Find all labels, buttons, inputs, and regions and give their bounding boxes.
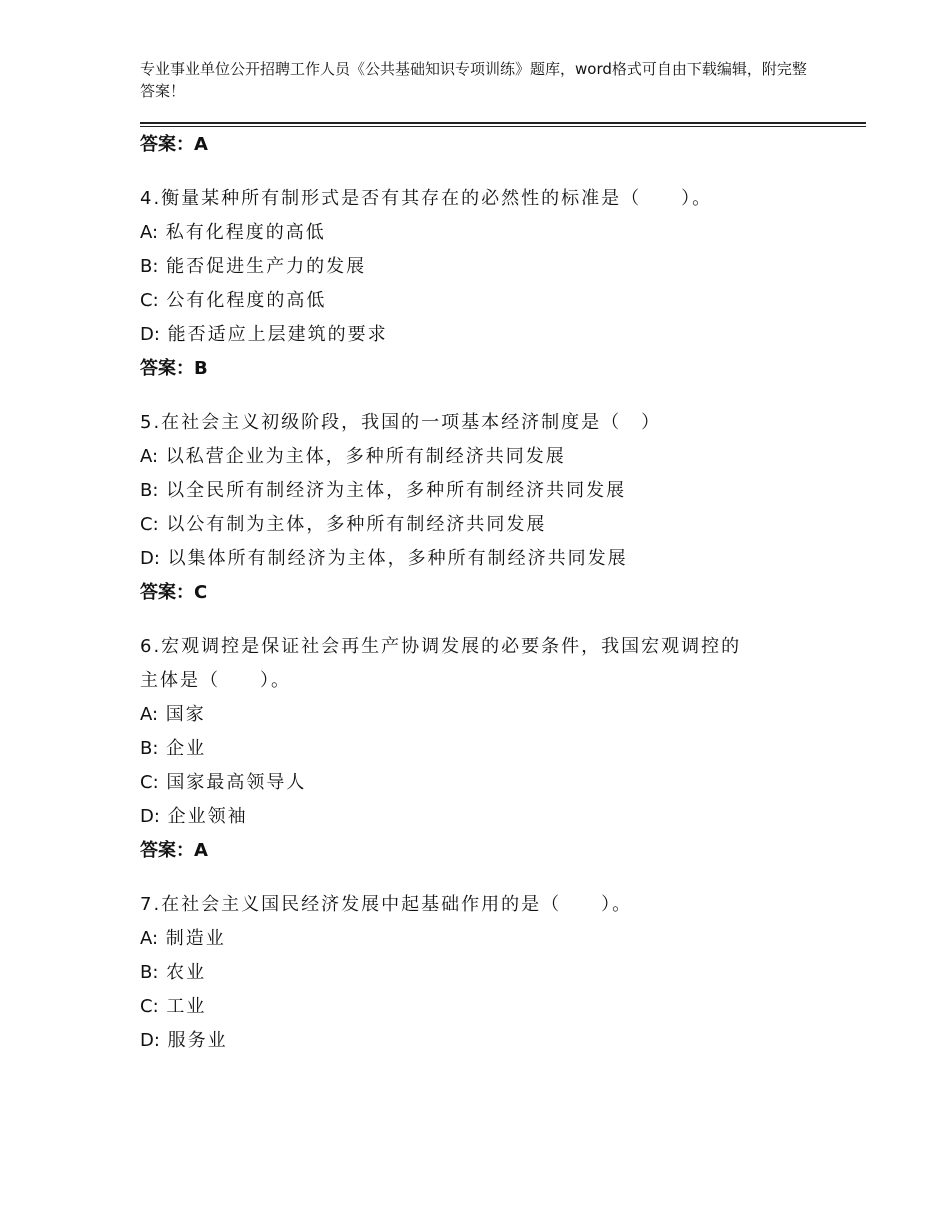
answer-prev-question: 答案：A [140, 134, 208, 155]
question-list [140, 128, 840, 1058]
option-c [140, 284, 840, 318]
question-7 [140, 888, 840, 1058]
page-header: 专业事业单位公开招聘工作人员《公共基础知识专项训练》题库，word格式可自由下载编辑，附完整答案！ [140, 60, 807, 100]
option-text: 国家 [165, 704, 206, 725]
header-rule [140, 122, 866, 124]
question-stem-cont: 主体是（ ）。 [140, 670, 291, 691]
question-4 [140, 182, 840, 384]
option-text: 国家最高领导人 [166, 772, 307, 793]
option-a [140, 698, 840, 732]
option-a [140, 440, 840, 474]
option-a [140, 216, 840, 250]
option-key: C: [140, 514, 159, 535]
option-key: D: [140, 806, 160, 827]
option-d [140, 800, 840, 834]
question-5 [140, 406, 840, 608]
option-d [140, 1024, 840, 1058]
option-key: D: [140, 548, 160, 569]
option-key: C: [140, 772, 159, 793]
option-text: 工业 [166, 996, 207, 1017]
option-key: D: [140, 1030, 160, 1051]
option-text: 企业领袖 [167, 806, 248, 827]
option-text: 企业 [166, 738, 207, 759]
question-stem: 5.在社会主义初级阶段，我国的一项基本经济制度是（ ） [140, 412, 662, 433]
answer: 答案：A [140, 840, 208, 861]
option-text: 以公有制为主体，多种所有制经济共同发展 [166, 514, 547, 535]
option-key: C: [140, 996, 159, 1017]
option-text: 以全民所有制经济为主体，多种所有制经济共同发展 [166, 480, 627, 501]
option-c [140, 766, 840, 800]
option-key: B: [140, 738, 159, 759]
option-c [140, 990, 840, 1024]
option-key: D: [140, 324, 160, 345]
option-key: B: [140, 962, 159, 983]
option-key: A: [140, 222, 159, 243]
option-text: 制造业 [165, 928, 226, 949]
option-b [140, 474, 840, 508]
option-key: B: [140, 256, 159, 277]
option-key: A: [140, 928, 159, 949]
answer: 答案：B [140, 358, 208, 379]
option-b [140, 956, 840, 990]
option-text: 能否适应上层建筑的要求 [167, 324, 388, 345]
option-a [140, 922, 840, 956]
option-key: A: [140, 704, 159, 725]
option-d [140, 318, 840, 352]
option-d [140, 542, 840, 576]
option-text: 服务业 [167, 1030, 228, 1051]
option-text: 公有化程度的高低 [166, 290, 327, 311]
option-c [140, 508, 840, 542]
option-text: 以集体所有制经济为主体，多种所有制经济共同发展 [167, 548, 628, 569]
option-key: B: [140, 480, 159, 501]
header-rule-thin [140, 126, 866, 127]
option-b [140, 732, 840, 766]
question-stem: 7.在社会主义国民经济发展中起基础作用的是（ ）。 [140, 894, 633, 915]
question-stem: 4.衡量某种所有制形式是否有其存在的必然性的标准是（ ）。 [140, 188, 713, 209]
answer: 答案：C [140, 582, 208, 603]
option-b [140, 250, 840, 284]
option-text: 农业 [166, 962, 207, 983]
option-key: C: [140, 290, 159, 311]
option-text: 以私营企业为主体，多种所有制经济共同发展 [165, 446, 566, 467]
option-text: 私有化程度的高低 [165, 222, 326, 243]
option-key: A: [140, 446, 159, 467]
question-6 [140, 630, 840, 866]
option-text: 能否促进生产力的发展 [166, 256, 367, 277]
question-stem: 6.宏观调控是保证社会再生产协调发展的必要条件，我国宏观调控的 [140, 636, 742, 657]
